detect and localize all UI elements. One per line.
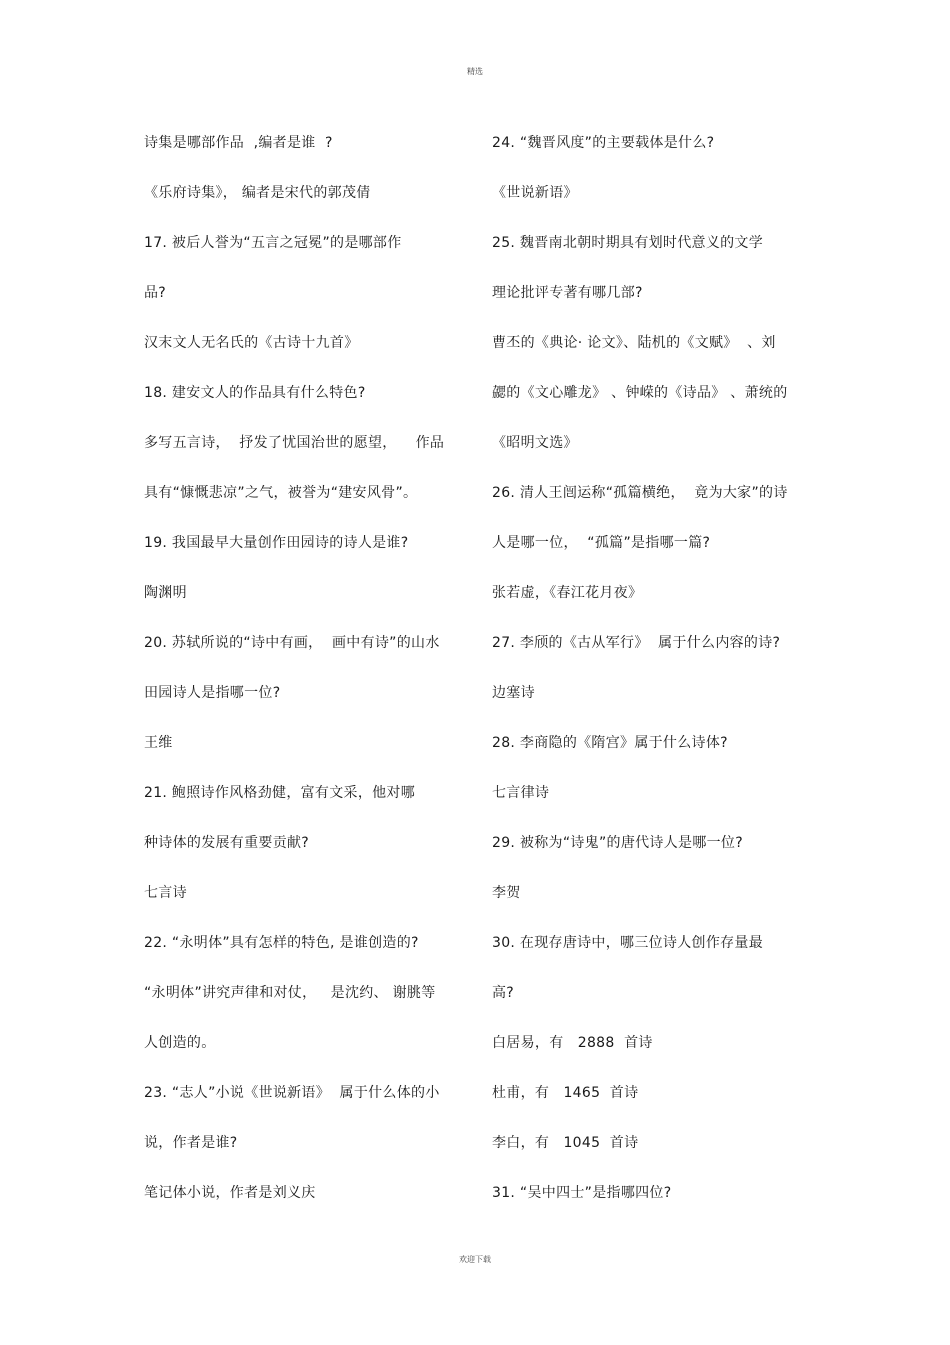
text-line: 张若虚，《春江花月夜》 [492, 585, 643, 601]
text-line: 22. “永明体”具有怎样的特色, 是谁创造的? [144, 935, 419, 951]
text-line: 品? [144, 285, 167, 301]
text-line: 曹丕的《典论· 论文》、陆机的《文赋》 、刘 [492, 335, 776, 351]
text-line: 七言律诗 [492, 785, 550, 801]
text-line: 笔记体小说，作者是刘义庆 [144, 1185, 316, 1201]
text-line: 25. 魏晋南北朝时期具有划时代意义的文学 [492, 235, 764, 251]
right-column [492, 133, 822, 1233]
text-line: 17. 被后人誉为“五言之冠冕”的是哪部作 [144, 235, 402, 251]
text-line: 李白，有 1045 首诗 [492, 1135, 639, 1151]
page-header: 精选 [467, 67, 483, 76]
text-line: 30. 在现存唐诗中，哪三位诗人创作存量最 [492, 935, 764, 951]
text-line: 李贺 [492, 885, 521, 901]
text-line: 多写五言诗， 抒发了忧国治世的愿望， 作品 [144, 435, 445, 451]
text-line: 28. 李商隐的《隋宫》属于什么诗体? [492, 735, 728, 751]
text-line: 23. “志人”小说《世说新语》 属于什么体的小 [144, 1085, 440, 1101]
text-line: 人创造的。 [144, 1035, 216, 1051]
text-line: 种诗体的发展有重要贡献? [144, 835, 310, 851]
text-line: 田园诗人是指哪一位? [144, 685, 281, 701]
text-line: 《昭明文选》 [492, 435, 578, 451]
text-line: 七言诗 [144, 885, 187, 901]
text-line: 《乐府诗集》， 编者是宋代的郭茂倩 [144, 185, 371, 201]
text-line: 汉末文人无名氏的《古诗十九首》 [144, 335, 359, 351]
text-line: 白居易，有 2888 首诗 [492, 1035, 653, 1051]
text-line: 具有“慷慨悲凉”之气，被誉为“建安风骨”。 [144, 485, 418, 501]
text-line: 杜甫，有 1465 首诗 [492, 1085, 639, 1101]
text-line: 26. 清人王闿运称“孤篇横绝， 竟为大家”的诗 [492, 485, 788, 501]
page-footer: 欢迎下载 [459, 1255, 491, 1264]
text-line: 20. 苏轼所说的“诗中有画， 画中有诗”的山水 [144, 635, 440, 651]
text-line: 18. 建安文人的作品具有什么特色? [144, 385, 366, 401]
text-line: 《世说新语》 [492, 185, 578, 201]
left-column [144, 133, 474, 1233]
text-line: 31. “吴中四士”是指哪四位? [492, 1185, 672, 1201]
text-line: 勰的《文心雕龙》 、钟嵘的《诗品》 、萧统的 [492, 385, 788, 401]
text-line: “永明体”讲究声律和对仗， 是沈约、 谢朓等 [144, 985, 436, 1001]
text-line: 24. “魏晋风度”的主要载体是什么? [492, 135, 715, 151]
text-line: 27. 李颀的《古从军行》 属于什么内容的诗? [492, 635, 781, 651]
text-line: 陶渊明 [144, 585, 187, 601]
text-line: 29. 被称为“诗鬼”的唐代诗人是哪一位? [492, 835, 743, 851]
text-line: 21. 鲍照诗作风格劲健，富有文采，他对哪 [144, 785, 416, 801]
text-line: 人是哪一位， “孤篇”是指哪一篇? [492, 535, 711, 551]
text-line: 诗集是哪部作品 ,编者是谁 ? [144, 135, 333, 151]
text-line: 说，作者是谁? [144, 1135, 238, 1151]
text-line: 边塞诗 [492, 685, 535, 701]
text-line: 19. 我国最早大量创作田园诗的诗人是谁? [144, 535, 409, 551]
text-line: 理论批评专著有哪几部? [492, 285, 643, 301]
text-line: 王维 [144, 735, 173, 751]
text-line: 高? [492, 985, 515, 1001]
